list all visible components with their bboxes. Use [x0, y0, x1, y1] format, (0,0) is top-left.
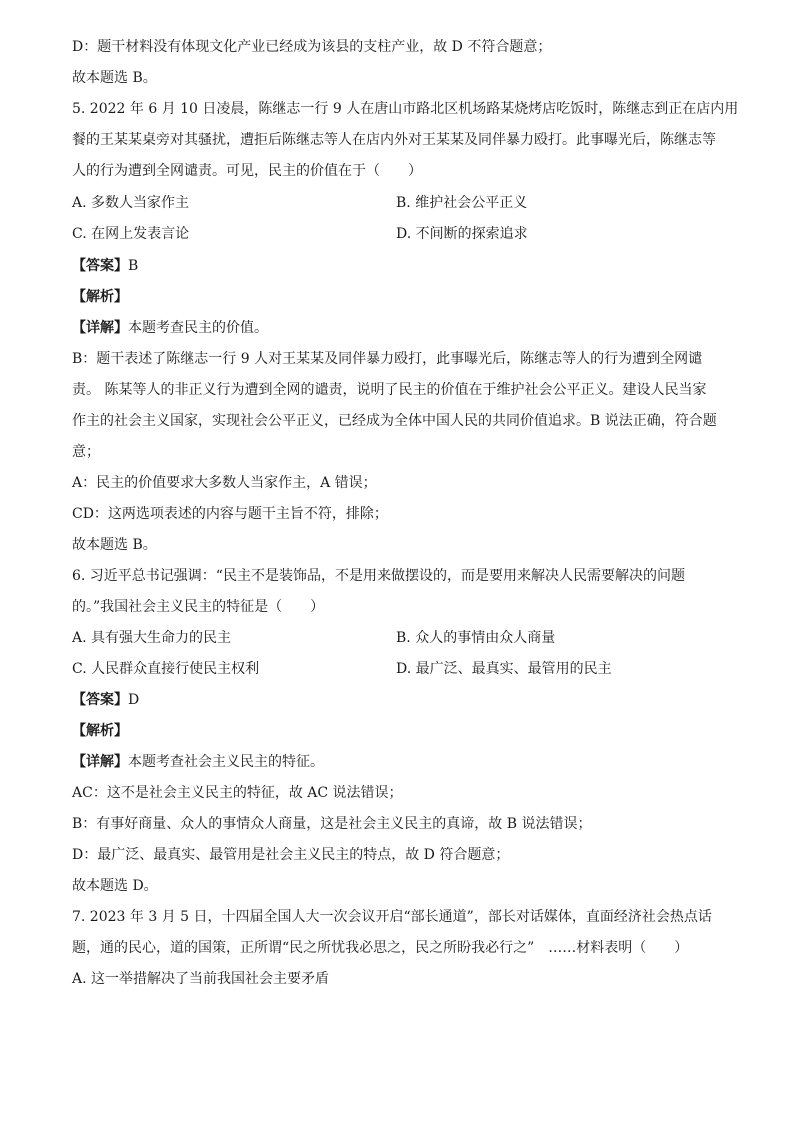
answer-line [72, 256, 722, 276]
explanation-line: 意； [72, 444, 100, 460]
option-a: A. 多数人当家作主 [72, 195, 190, 211]
detail-text: 本题考查社会主义民主的特征。 [128, 754, 324, 770]
explanation-line: B：题干表述了陈继志一行 9 人对王某某及同伴暴力殴打，此事曝光后，陈继志等人的行为遭到全网谴 [72, 351, 703, 367]
question-5-stem: 5. 2022 年 6 月 10 日凌晨，陈继志一行 9 人在唐山市路北区机场路某烧烤店吃饭时，陈继志到正在店内用 [72, 101, 739, 117]
explanation-line: D：最广泛、最真实、最管用是社会主义民主的特点，故 D 符合题意； [72, 847, 510, 863]
detail-text: 本题考查民主的价值。 [128, 320, 268, 336]
explanation-line: 故本题选 D。 [72, 878, 158, 894]
answer-value: D [128, 692, 140, 708]
explanation-line: 故本题选 B。 [72, 537, 157, 553]
explanation-line: B：有事好商量、众人的事情众人商量，这是社会主义民主的真谛，故 B 说法错误； [72, 816, 592, 832]
explanation-line: 作主的社会主义国家，实现社会公平正义，已经成为全体中国人民的共同价值追求。B 说法正确，符合题 [72, 413, 717, 429]
detail-tag: 【详解】 [72, 320, 128, 336]
question-5-stem: 人的行为遭到全网谴责。可见，民主的价值在于（ ） [72, 163, 422, 179]
question-6-stem: 的。”我国社会主义民主的特征是（ ） [72, 599, 325, 615]
answer-tag: 【答案】 [72, 258, 128, 274]
option-d: D. 不间断的探索追求 [396, 226, 528, 242]
question-5-stem: 餐的王某某桌旁对其骚扰，遭拒后陈继志等人在店内外对王某某及同伴暴力殴打。此事曝光后，陈继志等 [72, 132, 716, 148]
option-b: B. 众人的事情由众人商量 [396, 630, 556, 646]
analysis-tag: 【解析】 [72, 723, 128, 739]
answer-line [72, 690, 722, 710]
option-c: C. 在网上发表言论 [72, 226, 190, 242]
option-b: B. 维护社会公平正义 [396, 195, 528, 211]
answer-value: B [128, 258, 139, 274]
option-c: C. 人民群众直接行使民主权利 [72, 661, 260, 677]
explanation-line: A：民主的价值要求大多数人当家作主，A 错误； [72, 475, 377, 491]
question-6-stem: 6. 习近平总书记强调：“民主不是装饰品，不是用来做摆设的，而是要用来解决人民需要解决的问题 [72, 568, 685, 584]
explanation-line: 责。 陈某等人的非正义行为遭到全网的谴责，说明了民主的价值在于维护社会公平正义。建设人民当家 [72, 382, 707, 398]
question-7-stem: 题，通的民心，道的国策，正所谓“民之所忧我必思之，民之所盼我必行之” ……材料表明（ ） [72, 940, 689, 956]
answer-tag: 【答案】 [72, 692, 128, 708]
question-7-stem: 7. 2023 年 3 月 5 日，十四届全国人大一次会议开启“部长通道”，部长对话媒体，直面经济社会热点话 [72, 909, 712, 925]
detail-line [72, 752, 722, 772]
explanation-line: AC：这不是社会主义民主的特征，故 AC 说法错误； [72, 785, 403, 801]
detail-line [72, 318, 722, 338]
text-line: D：题干材料没有体现文化产业已经成为该县的支柱产业，故 D 不符合题意； [72, 39, 552, 55]
option-d: D. 最广泛、最真实、最管用的民主 [396, 661, 612, 677]
detail-tag: 【详解】 [72, 754, 128, 770]
analysis-tag: 【解析】 [72, 289, 128, 305]
option-a: A. 这一举措解决了当前我国社会主要矛盾 [72, 971, 330, 987]
text-line: 故本题选 B。 [72, 70, 157, 86]
option-a: A. 具有强大生命力的民主 [72, 630, 232, 646]
explanation-line: CD：这两选项表述的内容与题干主旨不符，排除； [72, 506, 388, 522]
